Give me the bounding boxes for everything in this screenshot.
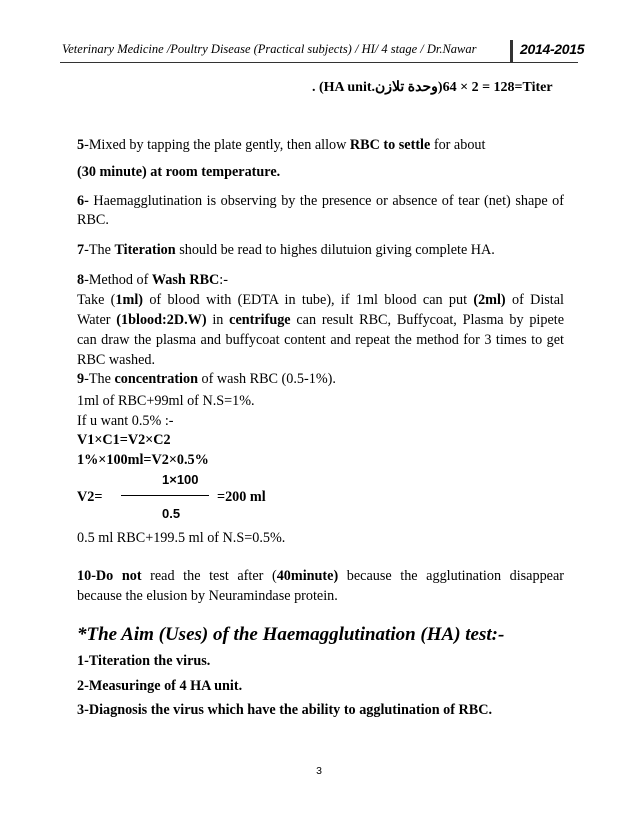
v2-result: =200 ml	[217, 489, 266, 505]
step9-heading: 9-The concentration of wash RBC (0.5-1%).	[77, 371, 336, 387]
step6-line1: 6- Haemagglutination is observing by the presence or absence of tear (net) shape of	[77, 193, 564, 209]
page-number: 3	[316, 765, 322, 777]
aim-heading: *The Aim (Uses) of the Haemagglutination (HA) test:-	[77, 624, 505, 645]
header-separator	[510, 40, 513, 62]
step9-formula2: 1%×100ml=V2×0.5%	[77, 452, 209, 468]
step5-line2: (30 minute) at room temperature.	[77, 164, 281, 180]
step10-line1: 10-Do not read the test after (40minute) because the agglutination disappear	[77, 568, 564, 584]
step7-line: 7-The Titeration should be read to highes dilutuion giving complete HA.	[77, 242, 495, 258]
step9-line5: 0.5 ml RBC+199.5 ml of N.S=0.5%.	[77, 530, 286, 546]
step8-heading: 8-Method of Wash RBC:-	[77, 272, 228, 288]
fraction-bar	[121, 495, 209, 496]
page-header	[60, 40, 585, 62]
step9-line1: 1ml of RBC+99ml of N.S=1%.	[77, 393, 255, 409]
step9-line2: If u want 0.5% :-	[77, 413, 174, 429]
step6-line2: RBC.	[77, 212, 109, 228]
header-year: 2014-2015	[520, 41, 585, 57]
fraction-numerator: 1×100	[162, 472, 199, 487]
step8-line3: can draw the plasma and buffycoat content and repeat the method for 3 times to get	[77, 332, 564, 348]
header-rule	[60, 62, 578, 63]
step5-line1: 5-Mixed by tapping the plate gently, then allow RBC to settle for about	[77, 137, 486, 153]
step8-line2: Water (1blood:2D.W) in centrifuge can result RBC, Buffycoat, Plasma by pipete	[77, 312, 565, 328]
fraction-denominator: 0.5	[162, 506, 181, 521]
step10-line2: because the elusion by Neuramindase protein.	[77, 588, 338, 604]
step9-formula1: V1×C1=V2×C2	[77, 432, 171, 448]
aim-item-1: 1-Titeration the virus.	[77, 653, 211, 669]
v2-label: V2=	[77, 489, 103, 505]
aim-item-2: 2-Measuringe of 4 HA unit.	[77, 678, 243, 694]
header-text: Veterinary Medicine /Poultry Disease (Practical subjects) / HI/ 4 stage / Dr.Nawar	[62, 42, 477, 56]
aim-item-3: 3-Diagnosis the virus which have the ability to agglutination of RBC.	[77, 702, 493, 718]
step8-line4: RBC washed.	[77, 352, 156, 368]
titer-line: . (HA unit.وحدة تلازن)128 = 2 × 64=Titer	[312, 80, 553, 95]
step8-line1: Take (1ml) of blood with (EDTA in tube), if 1ml blood can put (2ml) of Distal	[77, 292, 564, 308]
